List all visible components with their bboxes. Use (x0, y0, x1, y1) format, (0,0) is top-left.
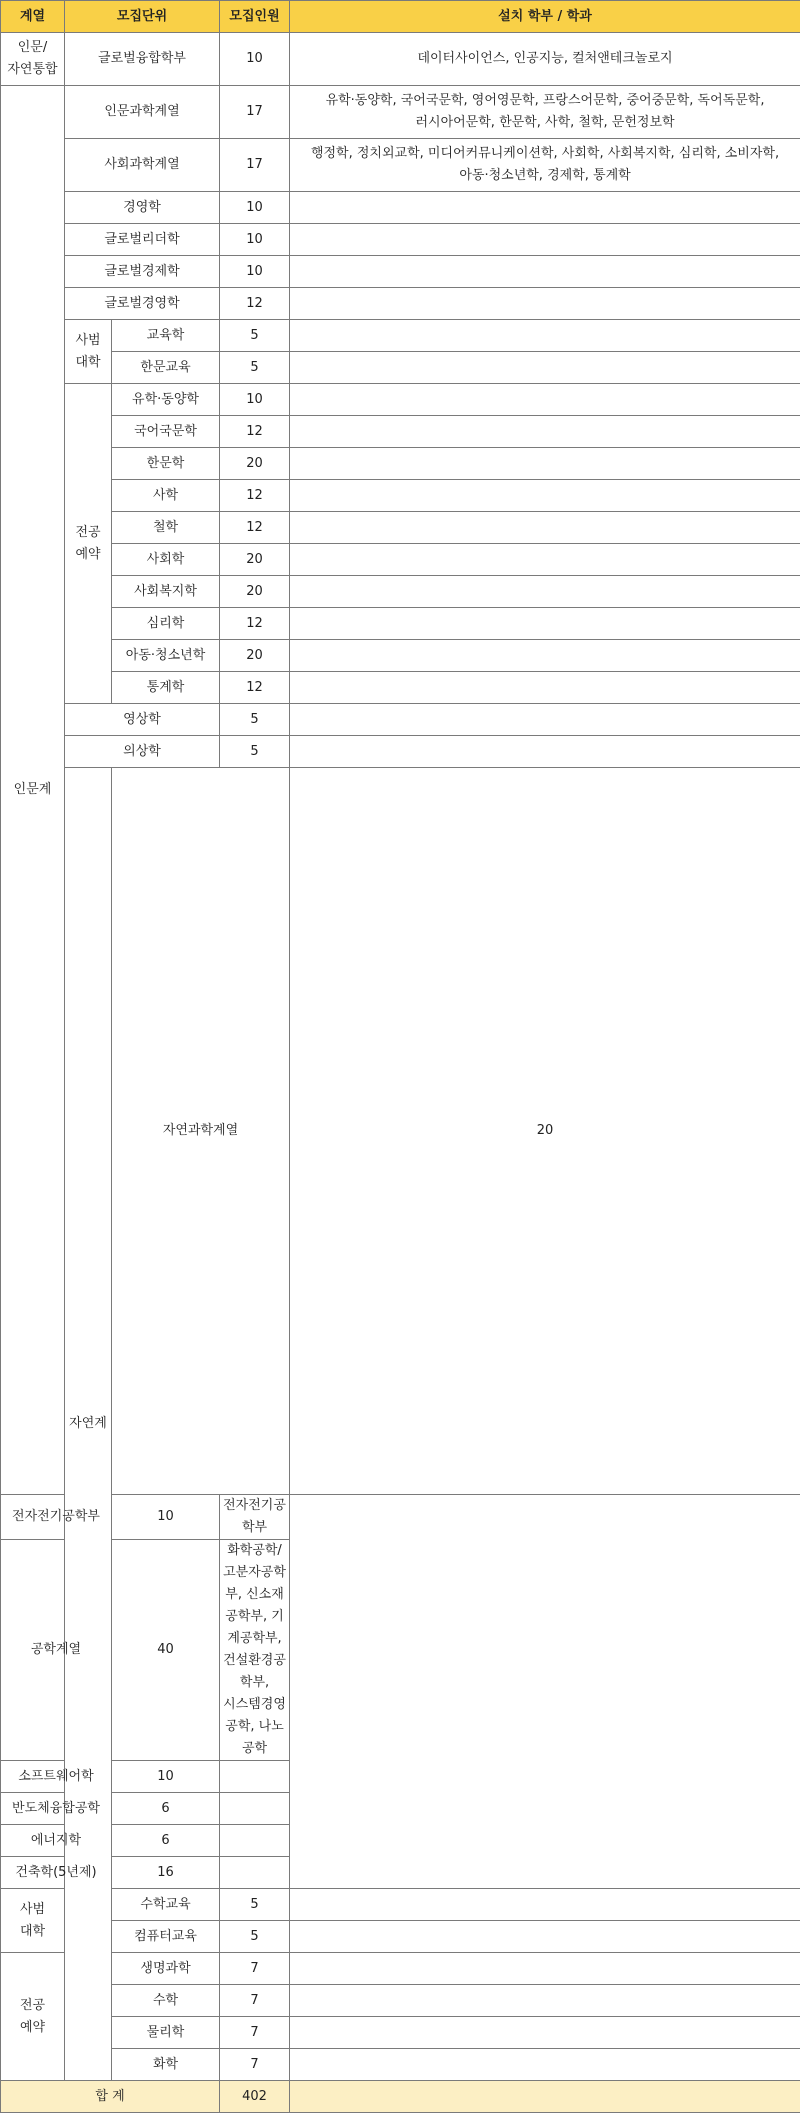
depts-cell (290, 512, 800, 544)
count-cell: 5 (220, 352, 290, 384)
depts-cell (290, 192, 800, 224)
depts-cell: 유학·동양학, 국어국문학, 영어영문학, 프랑스어문학, 중어중문학, 독어독문학, 러시아어문학, 한문학, 사학, 철학, 문헌정보학 (290, 86, 800, 139)
count-cell: 5 (220, 736, 290, 768)
unit-cell: 아동·청소년학 (112, 640, 220, 672)
unit-cell: 소프트웨어학 (1, 1761, 112, 1793)
unit-cell: 심리학 (112, 608, 220, 640)
depts-cell (290, 448, 800, 480)
depts-cell (290, 480, 800, 512)
count-cell: 10 (220, 33, 290, 86)
count-cell: 12 (220, 672, 290, 704)
count-cell: 12 (220, 480, 290, 512)
unit-cell: 철학 (112, 512, 220, 544)
table-row (1, 139, 800, 192)
unit-cell: 한문학 (112, 448, 220, 480)
depts-cell: 행정학, 정치외교학, 미디어커뮤니케이션학, 사회학, 사회복지학, 심리학, 소비자학, 아동·청소년학, 경제학, 통계학 (290, 139, 800, 192)
table-row (1, 1793, 800, 1825)
header-count: 모집인원 (220, 1, 290, 33)
count-cell: 12 (220, 608, 290, 640)
count-cell: 10 (112, 1761, 220, 1793)
depts-cell (290, 352, 800, 384)
table-row (1, 1985, 800, 2017)
count-cell: 5 (220, 704, 290, 736)
category-natural: 자연계 (65, 768, 112, 2081)
category-humanities: 인문계 (1, 86, 65, 1495)
depts-cell (220, 1825, 290, 1857)
unit-cell: 사회과학계열 (65, 139, 220, 192)
unit-cell: 글로벌경제학 (65, 256, 220, 288)
unit-cell: 통계학 (112, 672, 220, 704)
unit-cell: 영상학 (65, 704, 220, 736)
unit-cell: 전자전기공학부 (1, 1495, 112, 1540)
table-row (1, 1825, 800, 1857)
count-cell: 20 (220, 448, 290, 480)
table-row (1, 192, 800, 224)
table-row (1, 33, 800, 86)
count-cell: 10 (220, 256, 290, 288)
table-row (1, 2049, 800, 2081)
depts-cell (290, 2049, 800, 2081)
count-cell: 40 (112, 1540, 220, 1761)
count-cell: 5 (220, 320, 290, 352)
count-cell: 20 (220, 544, 290, 576)
subgroup-edu-college: 사범 대학 (65, 320, 112, 384)
count-cell: 10 (220, 384, 290, 416)
header-depts: 설치 학부 / 학과 (290, 1, 800, 33)
unit-cell: 건축학(5년제) (1, 1857, 112, 1889)
depts-cell (220, 1793, 290, 1825)
table-row (1, 1921, 800, 1953)
unit-cell: 유학·동양학 (112, 384, 220, 416)
table-row (1, 1540, 800, 1761)
depts-cell (290, 736, 800, 768)
depts-cell (290, 2017, 800, 2049)
table-row (1, 416, 800, 448)
subgroup-edu-college: 사범 대학 (1, 1889, 65, 1953)
depts-cell (290, 288, 800, 320)
count-cell: 17 (220, 139, 290, 192)
table-row (1, 768, 800, 1495)
count-cell: 10 (220, 192, 290, 224)
depts-cell (290, 640, 800, 672)
unit-cell: 사회학 (112, 544, 220, 576)
table-row (1, 1857, 800, 1889)
depts-cell (290, 576, 800, 608)
unit-cell: 의상학 (65, 736, 220, 768)
table-row (1, 2017, 800, 2049)
table-row (1, 224, 800, 256)
unit-cell: 반도체융합공학 (1, 1793, 112, 1825)
depts-cell: 데이터사이언스, 인공지능, 컬처앤테크놀로지 (290, 33, 800, 86)
unit-cell: 수학교육 (112, 1889, 220, 1921)
depts-cell: 전자전기공학부 (220, 1495, 290, 1540)
unit-cell: 에너지학 (1, 1825, 112, 1857)
unit-cell: 국어국문학 (112, 416, 220, 448)
count-cell: 16 (112, 1857, 220, 1889)
depts-cell (290, 320, 800, 352)
total-row (1, 2081, 800, 2113)
table-row (1, 1761, 800, 1793)
unit-cell: 글로벌경영학 (65, 288, 220, 320)
depts-cell (290, 1985, 800, 2017)
depts-cell (290, 416, 800, 448)
table-row (1, 1889, 800, 1921)
table-row (1, 256, 800, 288)
count-cell: 20 (220, 640, 290, 672)
depts-cell (290, 1921, 800, 1953)
count-cell: 5 (220, 1921, 290, 1953)
unit-cell: 수학 (112, 1985, 220, 2017)
table-row (1, 544, 800, 576)
unit-cell: 화학 (112, 2049, 220, 2081)
unit-cell: 사학 (112, 480, 220, 512)
depts-cell (290, 704, 800, 736)
count-cell: 17 (220, 86, 290, 139)
table-row (1, 1495, 800, 1540)
count-cell: 7 (220, 2049, 290, 2081)
total-count: 402 (220, 2081, 290, 2113)
depts-cell (290, 672, 800, 704)
total-depts (290, 2081, 800, 2113)
count-cell: 5 (220, 1889, 290, 1921)
unit-cell: 글로벌리더학 (65, 224, 220, 256)
subgroup-major-reserved: 전공 예약 (65, 384, 112, 704)
count-cell: 7 (220, 1953, 290, 1985)
count-cell: 20 (220, 576, 290, 608)
unit-cell: 공학계열 (1, 1540, 112, 1761)
total-label: 합 계 (1, 2081, 220, 2113)
unit-cell: 생명과학 (112, 1953, 220, 1985)
count-cell: 10 (112, 1495, 220, 1540)
depts-cell (290, 1889, 800, 1921)
unit-cell: 사회복지학 (112, 576, 220, 608)
table-row (1, 480, 800, 512)
count-cell: 6 (112, 1825, 220, 1857)
header-category: 계열 (1, 1, 65, 33)
depts-cell (290, 384, 800, 416)
header-row (1, 1, 800, 33)
unit-cell: 한문교육 (112, 352, 220, 384)
table-row (1, 576, 800, 608)
depts-cell (290, 256, 800, 288)
table-row (1, 608, 800, 640)
count-cell: 12 (220, 288, 290, 320)
table-row (1, 288, 800, 320)
table-row (1, 352, 800, 384)
depts-cell (290, 544, 800, 576)
table-row (1, 512, 800, 544)
depts-cell (290, 224, 800, 256)
unit-cell: 인문과학계열 (65, 86, 220, 139)
unit-cell: 자연과학계열 (112, 768, 290, 1495)
unit-cell: 물리학 (112, 2017, 220, 2049)
unit-cell: 경영학 (65, 192, 220, 224)
unit-cell: 글로벌융합학부 (65, 33, 220, 86)
count-cell: 10 (220, 224, 290, 256)
depts-cell (290, 1953, 800, 1985)
table-row (1, 384, 800, 416)
count-cell: 7 (220, 1985, 290, 2017)
depts-cell: 화학공학/고분자공학부, 신소재공학부, 기계공학부, 건설환경공학부, 시스템경영공학, 나노공학 (220, 1540, 290, 1761)
table-row (1, 640, 800, 672)
category-convergence: 인문/ 자연통합 (1, 33, 65, 86)
depts-cell (220, 1857, 290, 1889)
count-cell: 12 (220, 512, 290, 544)
depts-cell (220, 1761, 290, 1793)
table-row (1, 448, 800, 480)
unit-cell: 교육학 (112, 320, 220, 352)
subgroup-major-reserved: 전공 예약 (1, 1953, 65, 2081)
count-cell: 7 (220, 2017, 290, 2049)
count-cell: 6 (112, 1793, 220, 1825)
header-unit: 모집단위 (65, 1, 220, 33)
table-row (1, 1953, 800, 1985)
count-cell: 20 (290, 768, 800, 1495)
count-cell: 12 (220, 416, 290, 448)
table-row (1, 736, 800, 768)
table-row (1, 672, 800, 704)
table-row (1, 86, 800, 139)
unit-cell: 컴퓨터교육 (112, 1921, 220, 1953)
table-row (1, 704, 800, 736)
depts-cell (290, 608, 800, 640)
table-row (1, 320, 800, 352)
